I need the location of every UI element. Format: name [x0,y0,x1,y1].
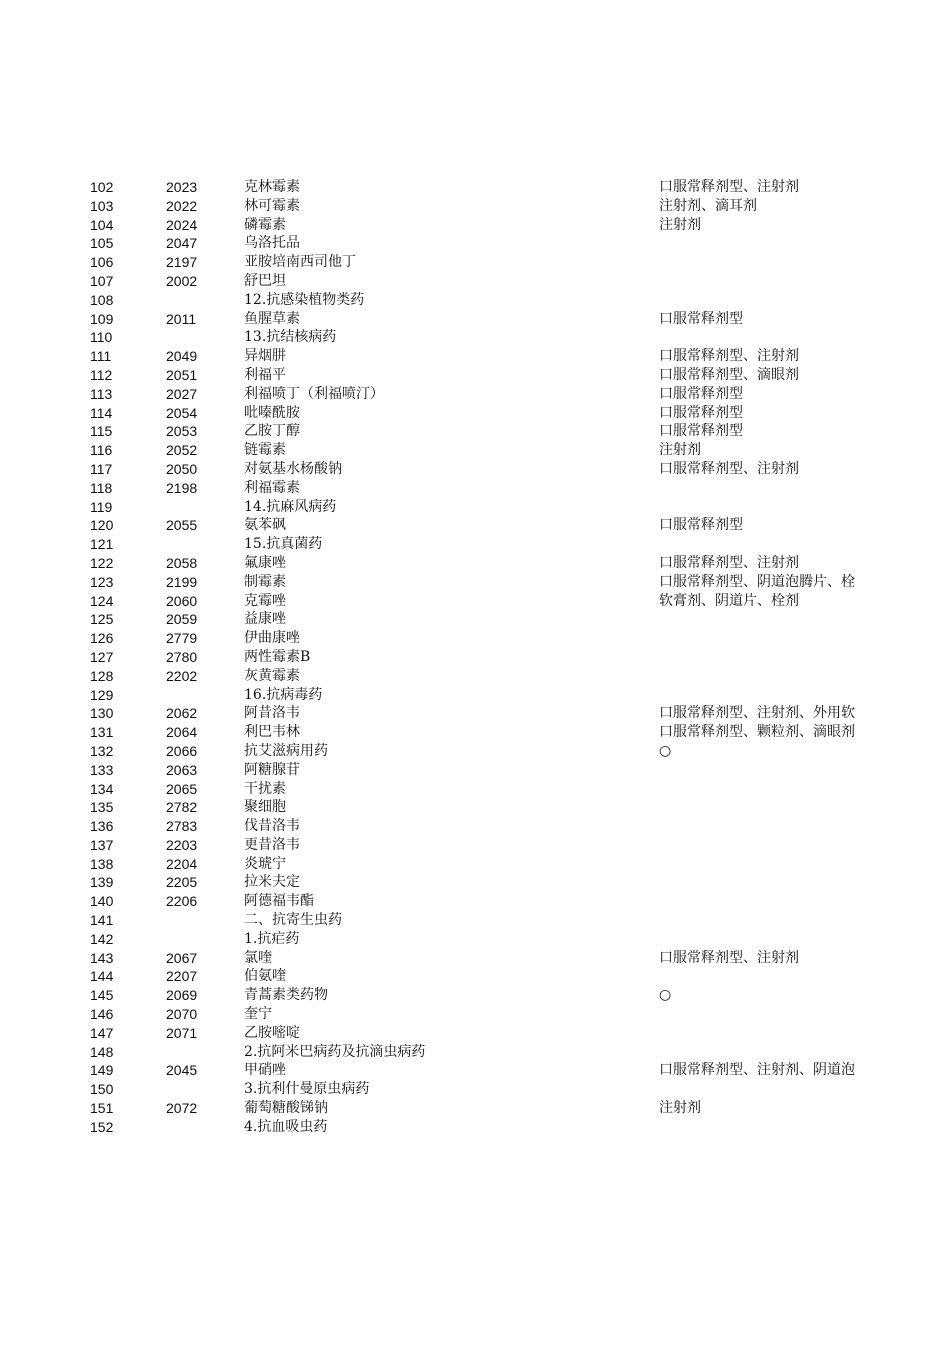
drug-name: 利福喷丁（利福喷汀） [244,385,384,402]
drug-code: 2027 [166,385,198,402]
table-row [0,516,950,535]
drug-code: 2780 [166,648,198,665]
drug-code: 2207 [166,968,198,985]
dosage-form: ○ [659,987,672,1004]
row-number: 142 [90,930,114,947]
drug-name: 拉米夫定 [244,874,300,891]
drug-name: 12.抗感染植物类药 [244,291,365,308]
drug-code: 2063 [166,761,198,778]
drug-name: 奎宁 [244,1006,272,1023]
drug-code: 2198 [166,479,198,496]
drug-code: 2052 [166,442,198,459]
table-row [0,441,950,460]
table-row [0,1024,950,1043]
drug-code: 2065 [166,780,198,797]
row-number: 114 [90,404,113,421]
drug-code: 2050 [166,460,198,477]
row-number: 152 [90,1118,114,1135]
row-number: 110 [90,329,113,346]
drug-name: 鱼腥草素 [244,310,300,327]
row-number: 143 [90,949,114,966]
row-number: 120 [90,517,114,534]
drug-name: 4.抗血吸虫药 [244,1118,328,1135]
table-row [0,723,950,742]
row-number: 116 [90,442,113,459]
drug-code: 2064 [166,724,198,741]
row-number: 115 [90,423,113,440]
table-row [0,347,950,366]
dosage-form: 注射剂 [659,442,701,459]
dosage-form: 口服常释剂型、注射剂、阴道泡 [659,1062,855,1079]
dosage-form: 口服常释剂型、注射剂 [659,179,799,195]
drug-name: 葡萄糖酸锑钠 [244,1100,328,1117]
row-number: 106 [90,254,114,271]
drug-code: 2053 [166,423,198,440]
dosage-form: 口服常释剂型、注射剂 [659,460,799,477]
drug-name: 干扰素 [244,780,286,797]
dosage-form: 注射剂、滴耳剂 [659,197,757,214]
drug-name: 青蒿素类药物 [244,987,328,1004]
drug-name: 亚胺培南西司他丁 [244,254,356,271]
drug-code: 2199 [166,573,198,590]
table-row [0,686,950,705]
table-row [0,780,950,799]
row-number: 137 [90,836,114,853]
drug-code: 2783 [166,818,198,835]
dosage-form: 口服常释剂型 [659,404,743,421]
drug-name: 克霉唑 [244,592,286,609]
dosage-form: 口服常释剂型、注射剂 [659,348,799,365]
drug-code: 2066 [166,742,198,759]
drug-name: 克林霉素 [244,179,300,195]
drug-name: 3.抗利什曼原虫病药 [244,1081,370,1098]
table-row [0,404,950,423]
table-row [0,949,950,968]
dosage-form: 口服常释剂型 [659,423,743,440]
table-row [0,817,950,836]
drug-name: 灰黄霉素 [244,667,300,684]
row-number: 129 [90,686,114,703]
table-row [0,216,950,235]
row-number: 138 [90,855,114,872]
row-number: 113 [90,385,113,402]
row-number: 144 [90,968,114,985]
table-row [0,798,950,817]
drug-name: 二、抗寄生虫药 [244,912,342,929]
drug-code: 2071 [166,1024,198,1041]
drug-name: 更昔洛韦 [244,836,300,853]
dosage-form: 注射剂 [659,1100,701,1117]
table-row [0,592,950,611]
row-number: 150 [90,1081,114,1098]
dosage-form: 口服常释剂型、注射剂、外用软 [659,705,855,722]
drug-name: 聚细胞 [244,799,286,816]
table-row [0,460,950,479]
table-row [0,986,950,1005]
dosage-form: 注射剂 [659,216,701,233]
row-number: 121 [90,536,114,553]
drug-name: 利巴韦林 [244,724,300,741]
table-row [0,873,950,892]
drug-code: 2024 [166,216,198,233]
drug-code: 2779 [166,630,198,647]
drug-name: 抗艾滋病用药 [244,742,328,759]
drug-code: 2069 [166,987,198,1004]
drug-name: 利福霉素 [244,479,300,496]
drug-code: 2045 [166,1062,198,1079]
drug-name: 利福平 [244,366,286,383]
table-row [0,967,950,986]
drug-name: 13.抗结核病药 [244,329,337,346]
table-row [0,930,950,949]
table-row [0,234,950,253]
drug-name: 16.抗病毒药 [244,686,323,703]
drug-name: 炎琥宁 [244,855,286,872]
drug-code: 2204 [166,855,198,872]
table-row [0,573,950,592]
drug-name: 1.抗疟药 [244,930,300,947]
drug-name: 氯喹 [244,949,272,966]
row-number: 148 [90,1043,114,1060]
drug-code: 2054 [166,404,198,421]
row-number: 126 [90,630,114,647]
table-row [0,328,950,347]
drug-code: 2047 [166,235,198,252]
row-number: 105 [90,235,114,252]
drug-code: 2072 [166,1100,198,1117]
drug-name: 异烟肼 [244,348,286,365]
drug-code: 2062 [166,705,198,722]
row-number: 107 [90,272,114,289]
drug-name: 阿德福韦酯 [244,893,314,910]
dosage-form: 口服常释剂型、注射剂 [659,949,799,966]
table-row [0,1118,950,1137]
drug-name: 链霉素 [244,442,286,459]
row-number: 130 [90,705,114,722]
table-row [0,1099,950,1118]
table-row [0,554,950,573]
table-row [0,1005,950,1024]
drug-name: 两性霉素B [244,648,311,665]
row-number: 135 [90,799,114,816]
drug-code: 2058 [166,554,198,571]
row-number: 124 [90,592,114,609]
dosage-form: 口服常释剂型、颗粒剂、滴眼剂 [659,724,855,741]
table-row [0,855,950,874]
drug-name: 乌洛托品 [244,235,300,252]
row-number: 128 [90,667,114,684]
drug-name: 林可霉素 [244,197,300,214]
dosage-form: 口服常释剂型 [659,517,743,534]
table-row [0,385,950,404]
table-row [0,291,950,310]
row-number: 131 [90,724,114,741]
drug-code: 2203 [166,836,198,853]
drug-name: 伯氨喹 [244,968,286,985]
drug-code: 2070 [166,1006,198,1023]
row-number: 109 [90,310,114,327]
drug-code: 2011 [166,310,197,327]
drug-code: 2049 [166,348,198,365]
drug-code: 2206 [166,893,198,910]
row-number: 147 [90,1024,114,1041]
row-number: 112 [90,366,113,383]
drug-name: 对氨基水杨酸钠 [244,460,342,477]
drug-name: 乙胺丁醇 [244,423,300,440]
drug-name: 14.抗麻风病药 [244,498,337,515]
row-number: 111 [90,348,112,365]
row-number: 132 [90,742,114,759]
row-number: 133 [90,761,114,778]
table-row [0,704,950,723]
dosage-form: 口服常释剂型、滴眼剂 [659,366,799,383]
dosage-form: 口服常释剂型、注射剂 [659,554,799,571]
row-number: 134 [90,780,114,797]
drug-code: 2060 [166,592,198,609]
table-row [0,667,950,686]
table-row [0,648,950,667]
drug-name: 伊曲康唑 [244,630,300,647]
table-row [0,629,950,648]
row-number: 141 [90,912,114,929]
dosage-form: ○ [659,742,672,759]
row-number: 123 [90,573,114,590]
drug-name: 舒巴坦 [244,272,286,289]
dosage-form: 口服常释剂型 [659,385,743,402]
row-number: 102 [90,179,114,195]
drug-name: 制霉素 [244,573,286,590]
dosage-form: 口服常释剂型、阴道泡腾片、栓 [659,573,855,590]
row-number: 139 [90,874,114,891]
table-row [0,761,950,780]
table-row [0,197,950,216]
row-number: 127 [90,648,114,665]
drug-code: 2059 [166,611,198,628]
drug-code: 2067 [166,949,198,966]
drug-code: 2205 [166,874,198,891]
row-number: 122 [90,554,114,571]
row-number: 149 [90,1062,114,1079]
drug-code: 2022 [166,197,198,214]
drug-name: 阿昔洛韦 [244,705,300,722]
drug-name: 甲硝唑 [244,1062,286,1079]
drug-name: 益康唑 [244,611,286,628]
dosage-form: 口服常释剂型 [659,310,743,327]
table-row [0,479,950,498]
row-number: 117 [90,460,113,477]
table-row [0,1043,950,1062]
dosage-form: 软膏剂、阴道片、栓剂 [659,592,799,609]
drug-name: 伐昔洛韦 [244,818,300,835]
table-row [0,911,950,930]
table-row [0,1080,950,1099]
drug-code: 2023 [166,179,198,195]
drug-code: 2197 [166,254,198,271]
table-row [0,272,950,291]
drug-name: 氨苯砜 [244,517,286,534]
table-row [0,610,950,629]
drug-code: 2782 [166,799,198,816]
drug-name: 阿糖腺苷 [244,761,300,778]
table-row [0,836,950,855]
table-row [0,422,950,441]
table-row [0,310,950,329]
drug-name: 乙胺嘧啶 [244,1024,300,1041]
drug-list-table [0,178,950,1137]
table-row [0,1061,950,1080]
row-number: 119 [90,498,113,515]
drug-code: 2051 [166,366,198,383]
drug-code: 2202 [166,667,198,684]
drug-name: 2.抗阿米巴病药及抗滴虫病药 [244,1043,426,1060]
table-row [0,892,950,911]
drug-name: 15.抗真菌药 [244,536,323,553]
row-number: 151 [90,1100,114,1117]
table-row [0,742,950,761]
drug-name: 吡嗪酰胺 [244,404,300,421]
row-number: 136 [90,818,114,835]
row-number: 108 [90,291,114,308]
drug-name: 氟康唑 [244,554,286,571]
drug-name: 磷霉素 [244,216,286,233]
row-number: 118 [90,479,113,496]
row-number: 103 [90,197,114,214]
row-number: 146 [90,1006,114,1023]
table-row [0,366,950,385]
table-row [0,178,950,197]
drug-code: 2002 [166,272,198,289]
row-number: 145 [90,987,114,1004]
row-number: 125 [90,611,114,628]
table-row [0,535,950,554]
row-number: 140 [90,893,114,910]
table-row [0,498,950,517]
drug-code: 2055 [166,517,198,534]
table-row [0,253,950,272]
row-number: 104 [90,216,114,233]
